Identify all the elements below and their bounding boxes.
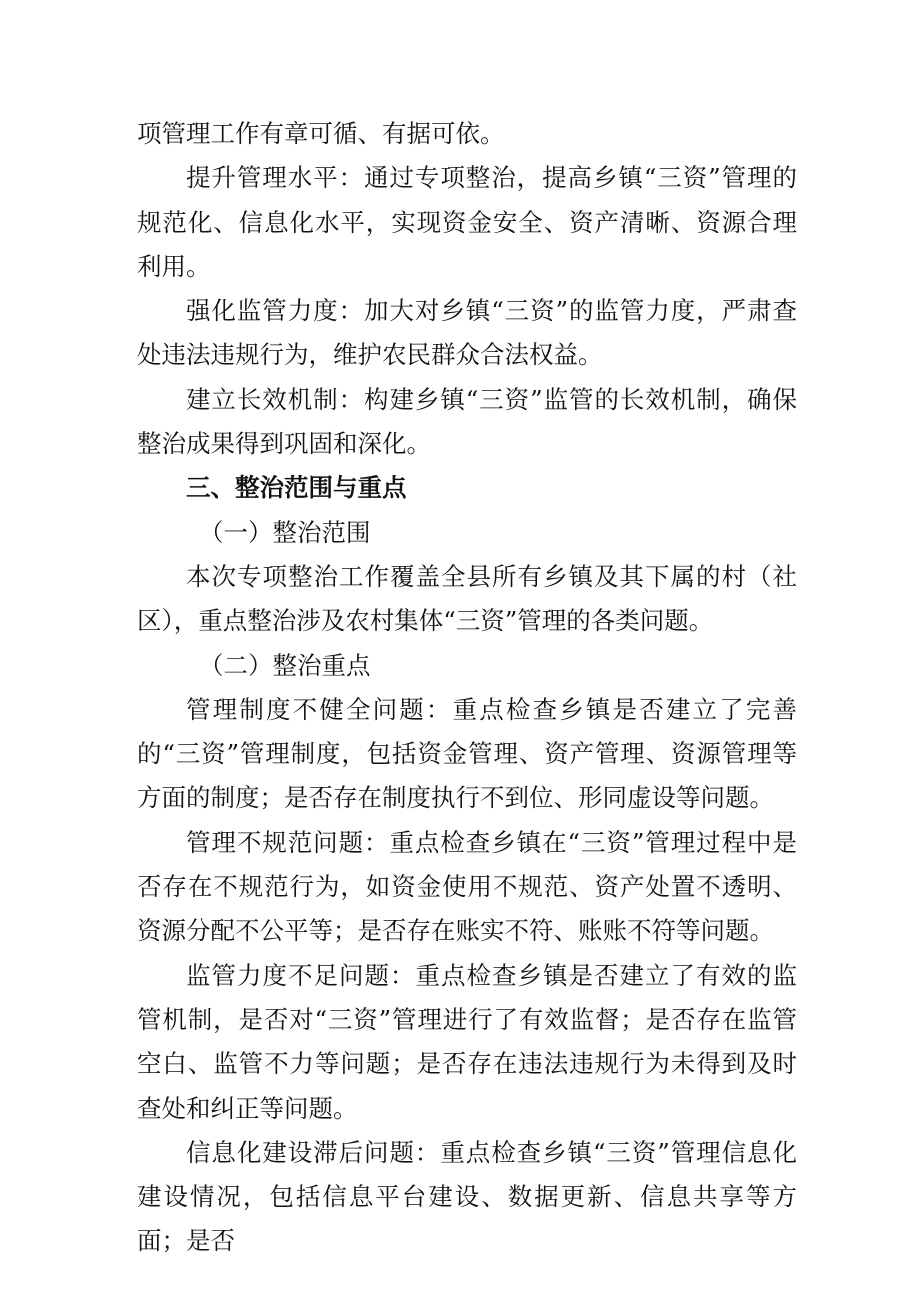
subheading-scope: （一）整治范围 (199, 517, 371, 547)
paragraph-system-issues: 管理制度不健全问题：重点检查乡镇是否建立了完善的“三资”管理制度，包括资金管理、资产管理、资源管理等方面的制度；是否存在制度执行不到位、形同虚设等问题。 (137, 694, 797, 813)
paragraph-informatization-lag: 信息化建设滞后问题：重点检查乡镇“三资”管理信息化建设情况，包括信息平台建设、数据更新、信息共享等方面；是否 (137, 1137, 797, 1256)
paragraph-insufficient-supervision: 监管力度不足问题：重点检查乡镇是否建立了有效的监管机制，是否对“三资”管理进行了有效监督；是否存在监管空白、监管不力等问题；是否存在违法违规行为未得到及时查处和纠正等问题。 (137, 960, 797, 1123)
paragraph-improve-management: 提升管理水平：通过专项整治，提高乡镇“三资”管理的规范化、信息化水平，实现资金安全、资产清晰、资源合理利用。 (137, 163, 797, 281)
document-body (137, 112, 797, 1264)
section-heading-scope-focus: 三、整治范围与重点 (186, 473, 407, 503)
paragraph-long-term-mechanism: 建立长效机制：构建乡镇“三资”监管的长效机制，确保整治成果得到巩固和深化。 (137, 384, 797, 459)
subheading-focus: （二）整治重点 (199, 650, 371, 680)
paragraph-irregular-management: 管理不规范问题：重点检查乡镇在“三资”管理过程中是否存在不规范行为，如资金使用不规范、资产处置不透明、资源分配不公平等；是否存在账实不符、账账不符等问题。 (137, 827, 797, 946)
paragraph-strengthen-supervision: 强化监管力度：加大对乡镇“三资”的监管力度，严肃查处违法违规行为，维护农民群众合法权益。 (137, 296, 797, 370)
paragraph-scope: 本次专项整治工作覆盖全县所有乡镇及其下属的村（社区），重点整治涉及农村集体“三资”管理的各类问题。 (137, 561, 797, 636)
paragraph-continuation: 项管理工作有章可循、有据可依。 (137, 119, 505, 148)
